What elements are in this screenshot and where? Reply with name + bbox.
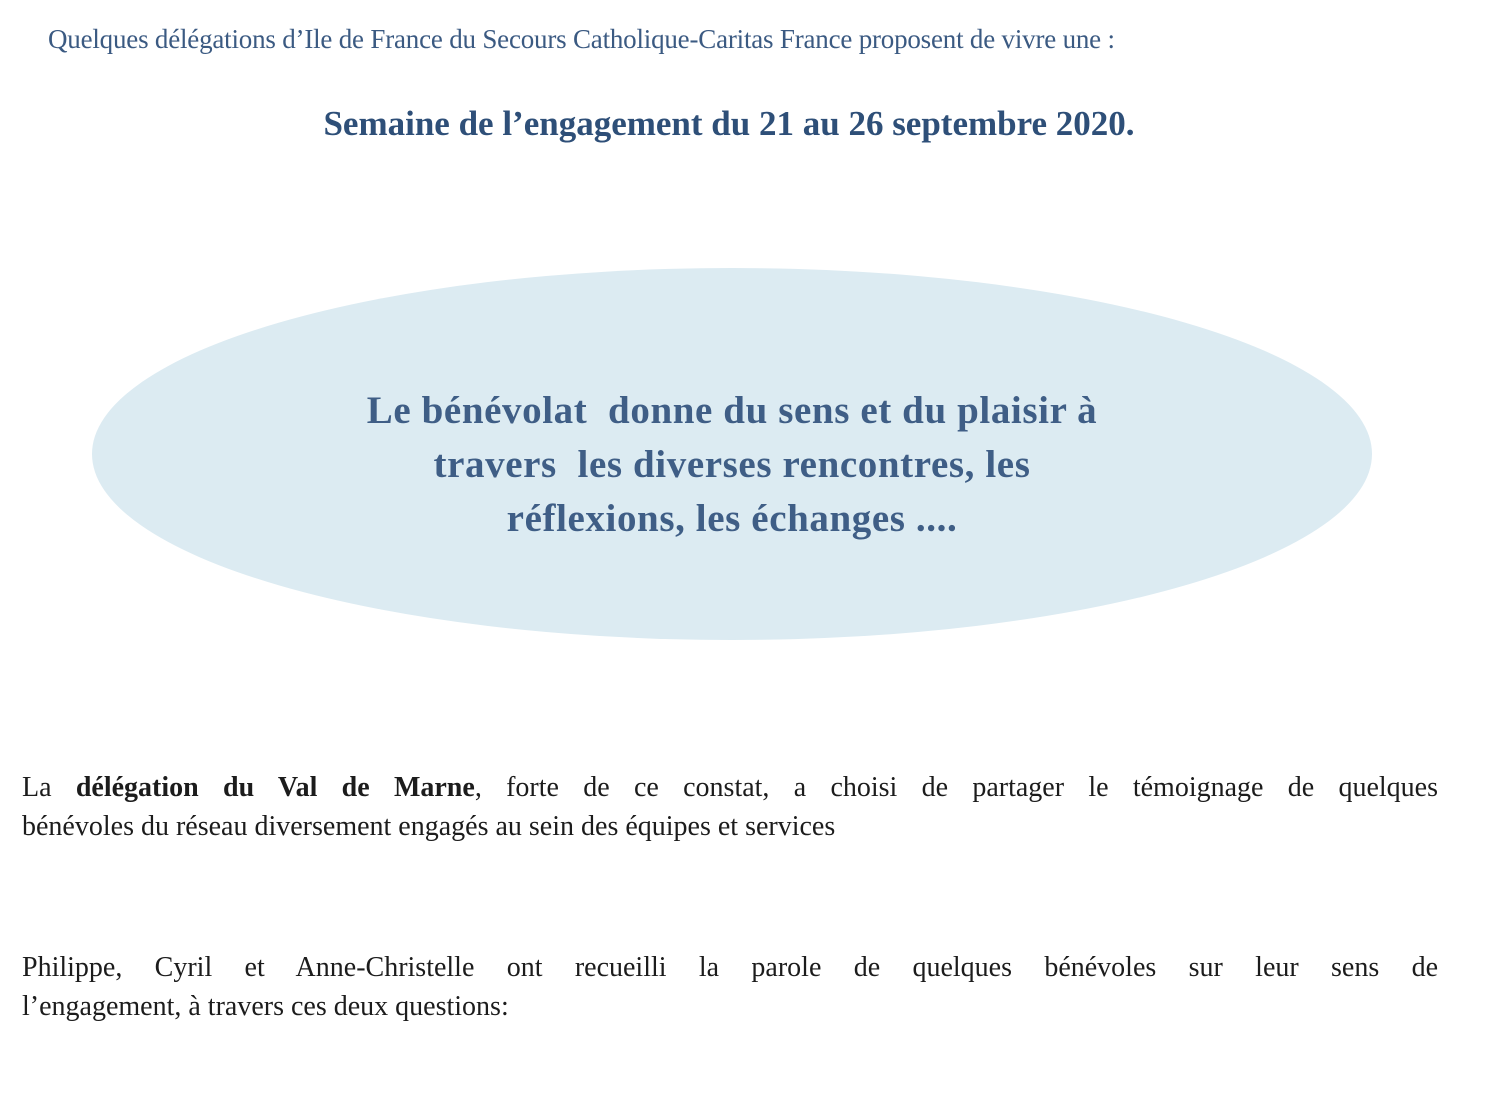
intro-text: Quelques délégations d’Ile de France du Secours Catholique-Caritas France proposent de vivre une :: [48, 24, 1115, 54]
paragraph-rest: , forte de ce constat, a choisi de partager le témoignage de quelques: [474, 772, 1439, 803]
quote-line-1: Le bénévolat donne du sens et du plaisir à: [366, 389, 1098, 432]
quote-text: [200, 384, 1264, 546]
paragraph-delegation-line-1: [22, 768, 1438, 807]
page-title: Semaine de l’engagement du 21 au 26 septembre 2020.: [323, 104, 1135, 143]
paragraph-delegation-line-2: bénévoles du réseau diversement engagés au sein des équipes et services: [22, 811, 836, 842]
paragraph-interviewers-line-2: l’engagement, à travers ces deux questions:: [22, 991, 509, 1022]
paragraph-delegation: [22, 768, 1438, 846]
quote-line-2: travers les diverses rencontres, les: [433, 443, 1031, 486]
delegation-name: délégation du Val de Marne: [75, 772, 475, 803]
paragraph-prefix: La: [22, 772, 76, 803]
paragraph-interviewers: [22, 948, 1438, 1026]
quote-line-3: réflexions, les échanges ....: [506, 497, 958, 540]
paragraph-interviewers-line-1: Philippe, Cyril et Anne-Christelle ont recueilli la parole de quelques bénévoles sur leur sens de: [22, 952, 1438, 983]
